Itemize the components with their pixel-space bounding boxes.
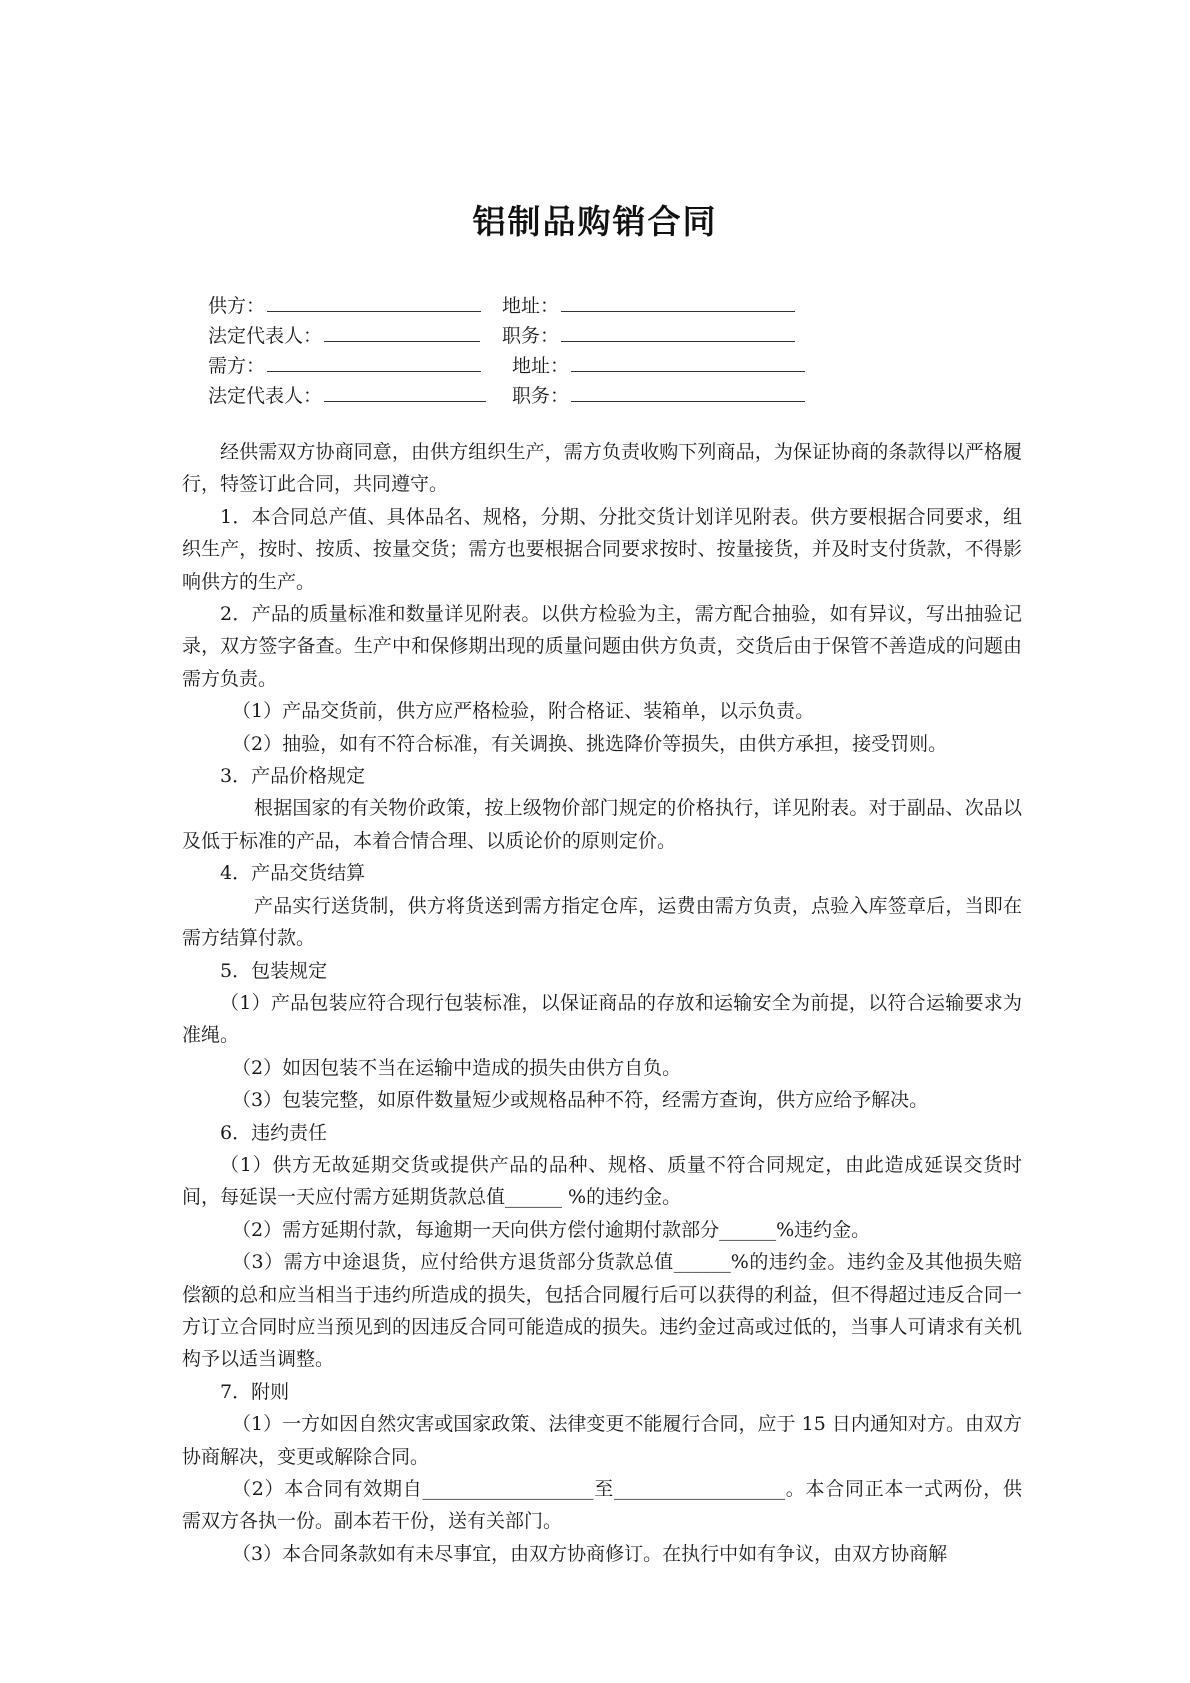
- buyer-position-label: 职务：: [512, 385, 570, 407]
- clause-3-heading: 3．产品价格规定: [220, 765, 366, 788]
- clause-1-paragraph: 1．本合同总产值、具体品名、规格，分期、分批交货计划详见附表。供方要根据合同要求，组织生产，按时、按质、按量交货；需方也要根据合同要求按时、按量接货，并及时支付货款，不得影响供方的生产。: [182, 505, 1022, 593]
- clause-7-item-2: （2）本合同有效期自__________________至__________________。本合同正本一式两份，供需双方各执一份。副本若干份，送有关部门。: [182, 1478, 1022, 1533]
- clause-6-item-2: （2）需方延期付款，每逾期一天向供方偿付逾期付款部分______%违约金。: [232, 1218, 871, 1241]
- contract-body: [182, 436, 1022, 1570]
- clause-5-heading: 5．包装规定: [220, 959, 328, 982]
- supplier-label: 供方：: [208, 295, 266, 317]
- supplier-position-label: 职务：: [502, 325, 560, 347]
- clause-4-paragraph: 产品实行送货制，供方将货送到需方指定仓库，运费由需方负责，点验入库签章后，当即在需方结算付款。: [182, 894, 1022, 950]
- clause-5-item-3: （3）包装完整，如原件数量短少或规格品种不符，经需方查询，供方应给予解决。: [232, 1089, 929, 1112]
- buyer-address-row: [512, 350, 805, 382]
- supplier-position-row: [502, 320, 795, 352]
- buyer-address-label: 地址：: [512, 355, 570, 377]
- buyer-label: 需方：: [208, 355, 266, 377]
- supplier-address-label: 地址：: [502, 295, 560, 317]
- buyer-legal-rep-row: [208, 380, 486, 412]
- buyer-position-blank: [571, 381, 805, 402]
- supplier-legal-rep-row: [208, 320, 480, 352]
- buyer-legal-rep-blank: [324, 381, 486, 402]
- preamble-paragraph: 经供需双方协商同意，由供方组织生产，需方负责收购下列商品，为保证协商的条款得以严格履行，特签订此合同，共同遵守。: [182, 441, 1022, 496]
- buyer-row: [208, 350, 481, 382]
- clause-5-item-2: （2）如因包装不当在运输中造成的损失由供方自负。: [232, 1056, 682, 1079]
- clause-5-item-1: （1）产品包装应符合现行包装标准，以保证商品的存放和运输安全为前提，以符合运输要求为准绳。: [182, 991, 1022, 1047]
- buyer-blank: [267, 351, 481, 372]
- supplier-address-row: [502, 290, 795, 322]
- clause-3-paragraph: 根据国家的有关物价政策，按上级物价部门规定的价格执行，详见附表。对于副品、次品以及低于标准的产品，本着合情合理、以质论价的原则定价。: [182, 797, 1022, 852]
- supplier-row: [208, 290, 481, 322]
- clause-2-item-1: （1）产品交货前，供方应严格检验，附合格证、装箱单，以示负责。: [232, 700, 815, 723]
- buyer-legal-rep-label: 法定代表人：: [208, 385, 323, 407]
- clause-6-item-3: （3）需方中途退货，应付给供方退货部分货款总值______%的违约金。违约金及其他损失赔偿额的总和应当相当于违约所造成的损失，包括合同履行后可以获得的利益，但不得超过违反合同一方订立合同时应当预见到的因违反合同可能造成的损失。违约金过高或过低的，当事人可请求有关机构予以适当调整。: [182, 1251, 1022, 1371]
- buyer-position-row: [512, 380, 805, 412]
- supplier-legal-rep-label: 法定代表人：: [208, 325, 323, 347]
- clause-7-heading: 7．附则: [220, 1380, 290, 1403]
- clause-2-item-2: （2）抽验，如有不符合标准，有关调换、挑选降价等损失，由供方承担，接受罚则。: [232, 732, 948, 755]
- clause-6-item-1: （1）供方无故延期交货或提供产品的品种、规格、质量不符合同规定，由此造成延误交货时间，每延误一天应付需方延期货款总值______ %的违约金。: [182, 1153, 1022, 1209]
- clause-7-item-3: （3）本合同条款如有未尽事宜，由双方协商修订。在执行中如有争议，由双方协商解: [232, 1542, 948, 1565]
- clause-7-item-1: （1）一方如因自然灾害或国家政策、法律变更不能履行合同，应于 15 日内通知对方。由双方协商解决，变更或解除合同。: [182, 1413, 1022, 1468]
- supplier-legal-rep-blank: [324, 321, 480, 342]
- supplier-position-blank: [561, 321, 795, 342]
- page-title: 铝制品购销合同: [472, 202, 718, 241]
- buyer-address-blank: [571, 351, 805, 372]
- clause-4-heading: 4．产品交货结算: [220, 862, 366, 885]
- supplier-address-blank: [561, 291, 795, 312]
- clause-2-paragraph: 2．产品的质量标准和数量详见附表。以供方检验为主，需方配合抽验，如有异议，写出抽验记录，双方签字备查。生产中和保修期出现的质量问题由供方负责，交货后由于保管不善造成的问题由需方负责。: [182, 603, 1022, 690]
- supplier-blank: [267, 291, 481, 312]
- clause-6-heading: 6．违约责任: [220, 1121, 328, 1144]
